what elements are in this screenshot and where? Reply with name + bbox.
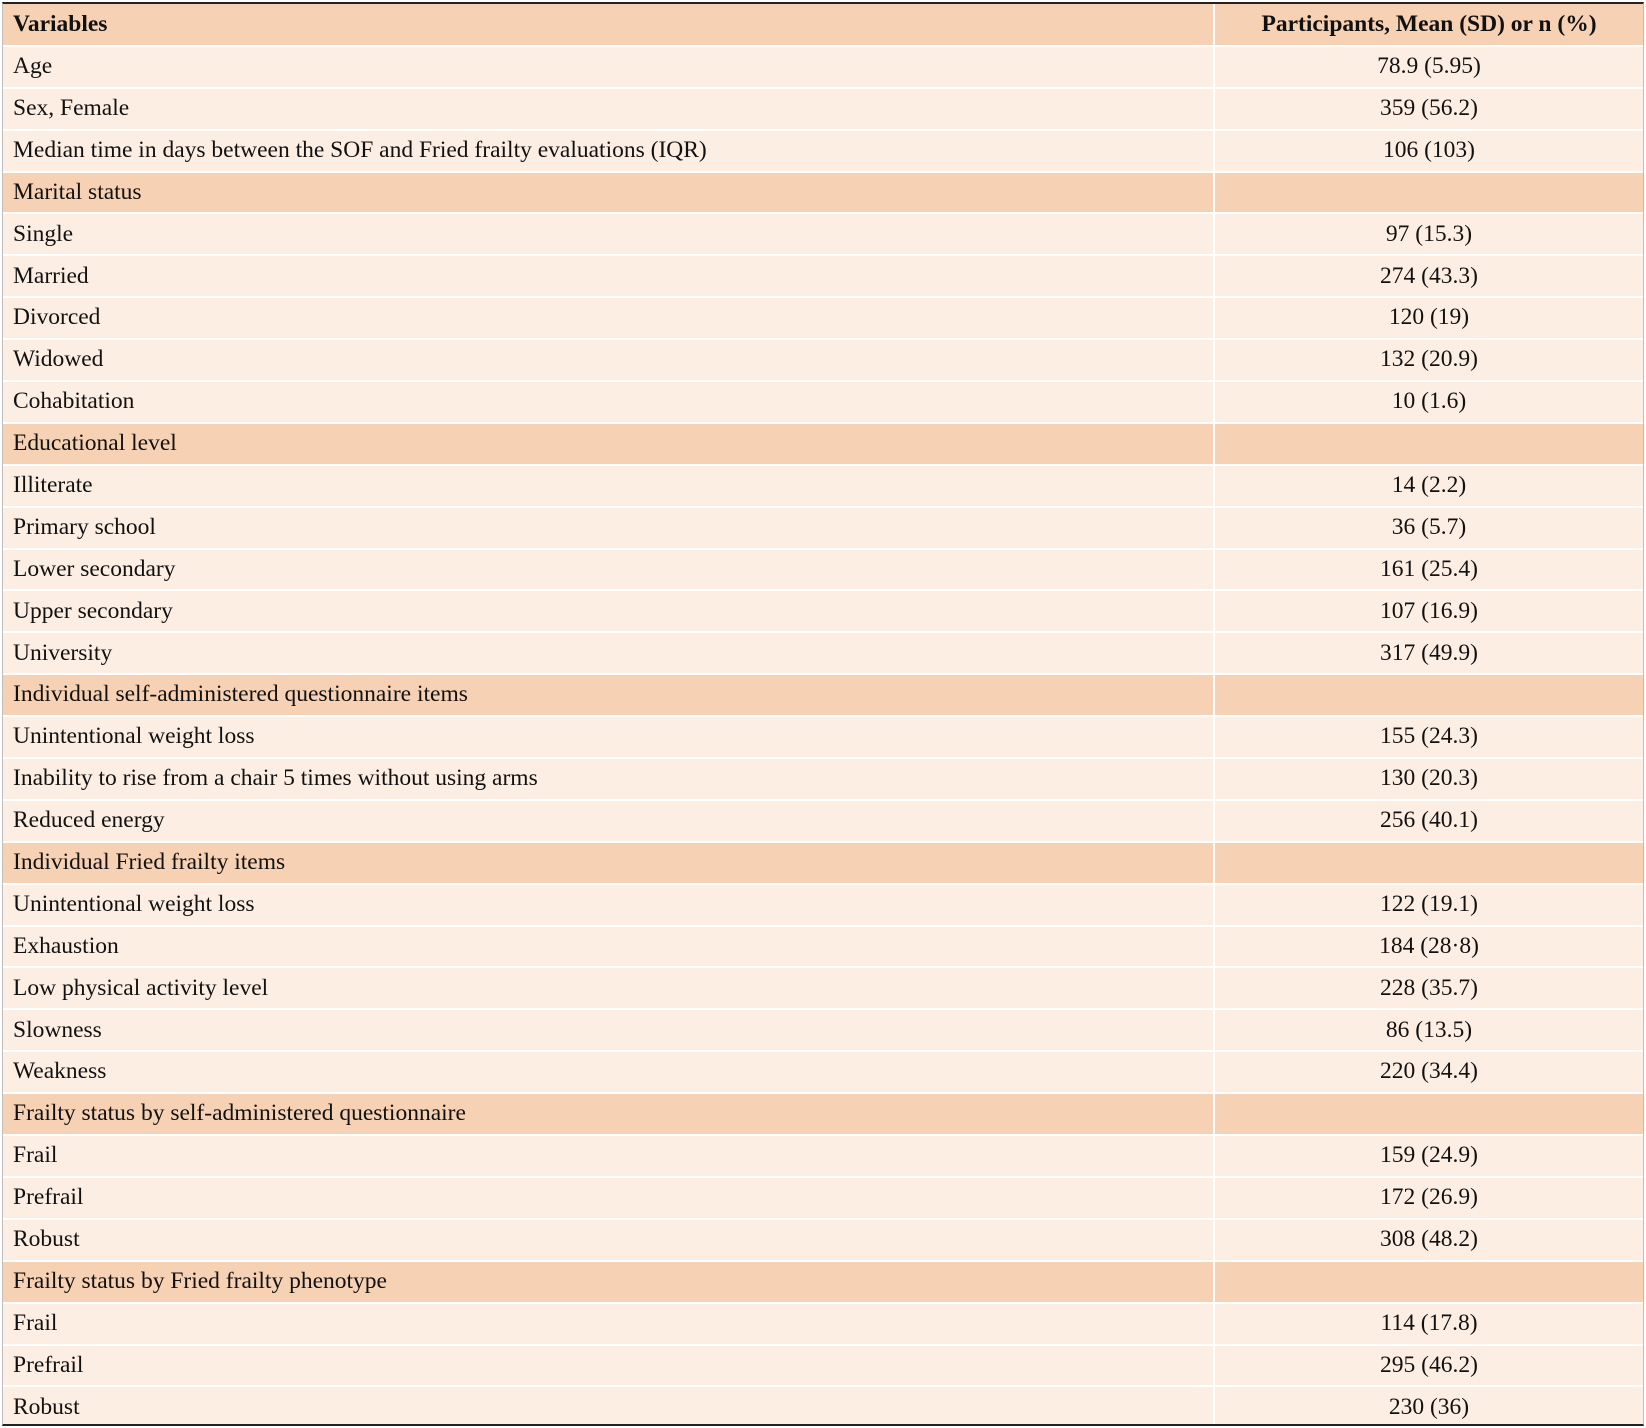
variable-label: Robust (3, 1219, 1214, 1261)
section-row (3, 842, 1643, 884)
participants-value: 97 (15.3) (1214, 213, 1643, 255)
table-row (3, 884, 1643, 926)
variable-label: Married (3, 255, 1214, 297)
table-row (3, 213, 1643, 255)
table-row (3, 800, 1643, 842)
participants-value: 359 (56.2) (1214, 88, 1643, 130)
table-row (3, 1386, 1643, 1426)
table-row (3, 758, 1643, 800)
participants-value: 161 (25.4) (1214, 549, 1643, 591)
participants-value: 122 (19.1) (1214, 884, 1643, 926)
participants-value: 295 (46.2) (1214, 1345, 1643, 1387)
participants-value: 159 (24.9) (1214, 1135, 1643, 1177)
variable-label: Frail (3, 1303, 1214, 1345)
section-label: Individual Fried frailty items (3, 842, 1214, 884)
section-row (3, 1093, 1643, 1135)
table-row (3, 255, 1643, 297)
participants-value: 106 (103) (1214, 130, 1643, 172)
table-row (3, 381, 1643, 423)
participants-value (1214, 423, 1643, 465)
variable-label: Prefrail (3, 1177, 1214, 1219)
header-variables: Variables (3, 4, 1214, 46)
participants-value (1214, 674, 1643, 716)
participants-value: 308 (48.2) (1214, 1219, 1643, 1261)
participants-value (1214, 842, 1643, 884)
table-row (3, 46, 1643, 88)
participants-value (1214, 1261, 1643, 1303)
variable-label: Weakness (3, 1051, 1214, 1093)
table-row (3, 465, 1643, 507)
variable-label: Primary school (3, 507, 1214, 549)
participants-value: 114 (17.8) (1214, 1303, 1643, 1345)
table-row (3, 1009, 1643, 1051)
section-label: Individual self-administered questionnaire items (3, 674, 1214, 716)
header-participants: Participants, Mean (SD) or n (%) (1214, 4, 1643, 46)
variable-label: Robust (13, 1394, 80, 1421)
variable-label: Exhaustion (3, 926, 1214, 968)
variable-label: Unintentional weight loss (3, 716, 1214, 758)
table-row (3, 88, 1643, 130)
table-row (3, 926, 1643, 968)
table-row (3, 130, 1643, 172)
section-row (3, 423, 1643, 465)
table-row (3, 297, 1643, 339)
variable-label: Median time in days between the SOF and Fried frailty evaluations (IQR) (3, 130, 1214, 172)
participants-value: 132 (20.9) (1214, 339, 1643, 381)
participants-value: 184 (28·8) (1214, 926, 1643, 968)
participants-value (1214, 1093, 1643, 1135)
participants-value: 317 (49.9) (1214, 632, 1643, 674)
table-row (3, 1219, 1643, 1261)
table-row (3, 1135, 1643, 1177)
participants-value: 172 (26.9) (1214, 1177, 1643, 1219)
variable-label: Reduced energy (3, 800, 1214, 842)
variable-label: Lower secondary (3, 549, 1214, 591)
variable-label: Single (3, 213, 1214, 255)
variable-label: Slowness (3, 1009, 1214, 1051)
table-row (3, 967, 1643, 1009)
participants-value: 130 (20.3) (1214, 758, 1643, 800)
variable-label: Upper secondary (3, 590, 1214, 632)
section-label: Frailty status by self-administered questionnaire (3, 1093, 1214, 1135)
participants-value: 256 (40.1) (1214, 800, 1643, 842)
table-row (3, 590, 1643, 632)
participants-value: 36 (5.7) (1214, 507, 1643, 549)
variable-label: Illiterate (3, 465, 1214, 507)
participants-value: 107 (16.9) (1214, 590, 1643, 632)
section-label: Frailty status by Fried frailty phenotype (3, 1261, 1214, 1303)
variable-label: University (3, 632, 1214, 674)
table-row (3, 339, 1643, 381)
table-row (3, 716, 1643, 758)
table-row (3, 1051, 1643, 1093)
table-frame (2, 2, 1644, 1426)
variable-label: Low physical activity level (3, 967, 1214, 1009)
table-row (3, 632, 1643, 674)
variable-label: Sex, Female (3, 88, 1214, 130)
variable-label: Divorced (3, 297, 1214, 339)
section-row (3, 674, 1643, 716)
table-row (3, 549, 1643, 591)
table-header-row (3, 4, 1643, 46)
table-body (3, 46, 1643, 1426)
section-label: Marital status (3, 172, 1214, 214)
participants-value: 120 (19) (1214, 297, 1643, 339)
table-row (3, 1177, 1643, 1219)
variable-label: Cohabitation (3, 381, 1214, 423)
participants-value: 155 (24.3) (1214, 716, 1643, 758)
variable-label: Frail (3, 1135, 1214, 1177)
participants-value: 10 (1.6) (1214, 381, 1643, 423)
participants-value: 220 (34.4) (1214, 1051, 1643, 1093)
participants-value: 14 (2.2) (1214, 465, 1643, 507)
participants-value (1214, 172, 1643, 214)
participants-value: 86 (13.5) (1214, 1009, 1643, 1051)
table-row (3, 1345, 1643, 1387)
participants-value: 274 (43.3) (1214, 255, 1643, 297)
participant-characteristics-table (3, 4, 1643, 1426)
variable-label: Unintentional weight loss (3, 884, 1214, 926)
section-row (3, 172, 1643, 214)
variable-label: Age (3, 46, 1214, 88)
table-row (3, 1303, 1643, 1345)
participants-value: 78.9 (5.95) (1214, 46, 1643, 88)
section-label: Educational level (3, 423, 1214, 465)
section-row (3, 1261, 1643, 1303)
participants-value: 230 (36) (1214, 1386, 1643, 1426)
variable-label: Inability to rise from a chair 5 times without using arms (3, 758, 1214, 800)
variable-label: Prefrail (3, 1345, 1214, 1387)
table-row (3, 507, 1643, 549)
participants-value: 228 (35.7) (1214, 967, 1643, 1009)
variable-label: Widowed (3, 339, 1214, 381)
